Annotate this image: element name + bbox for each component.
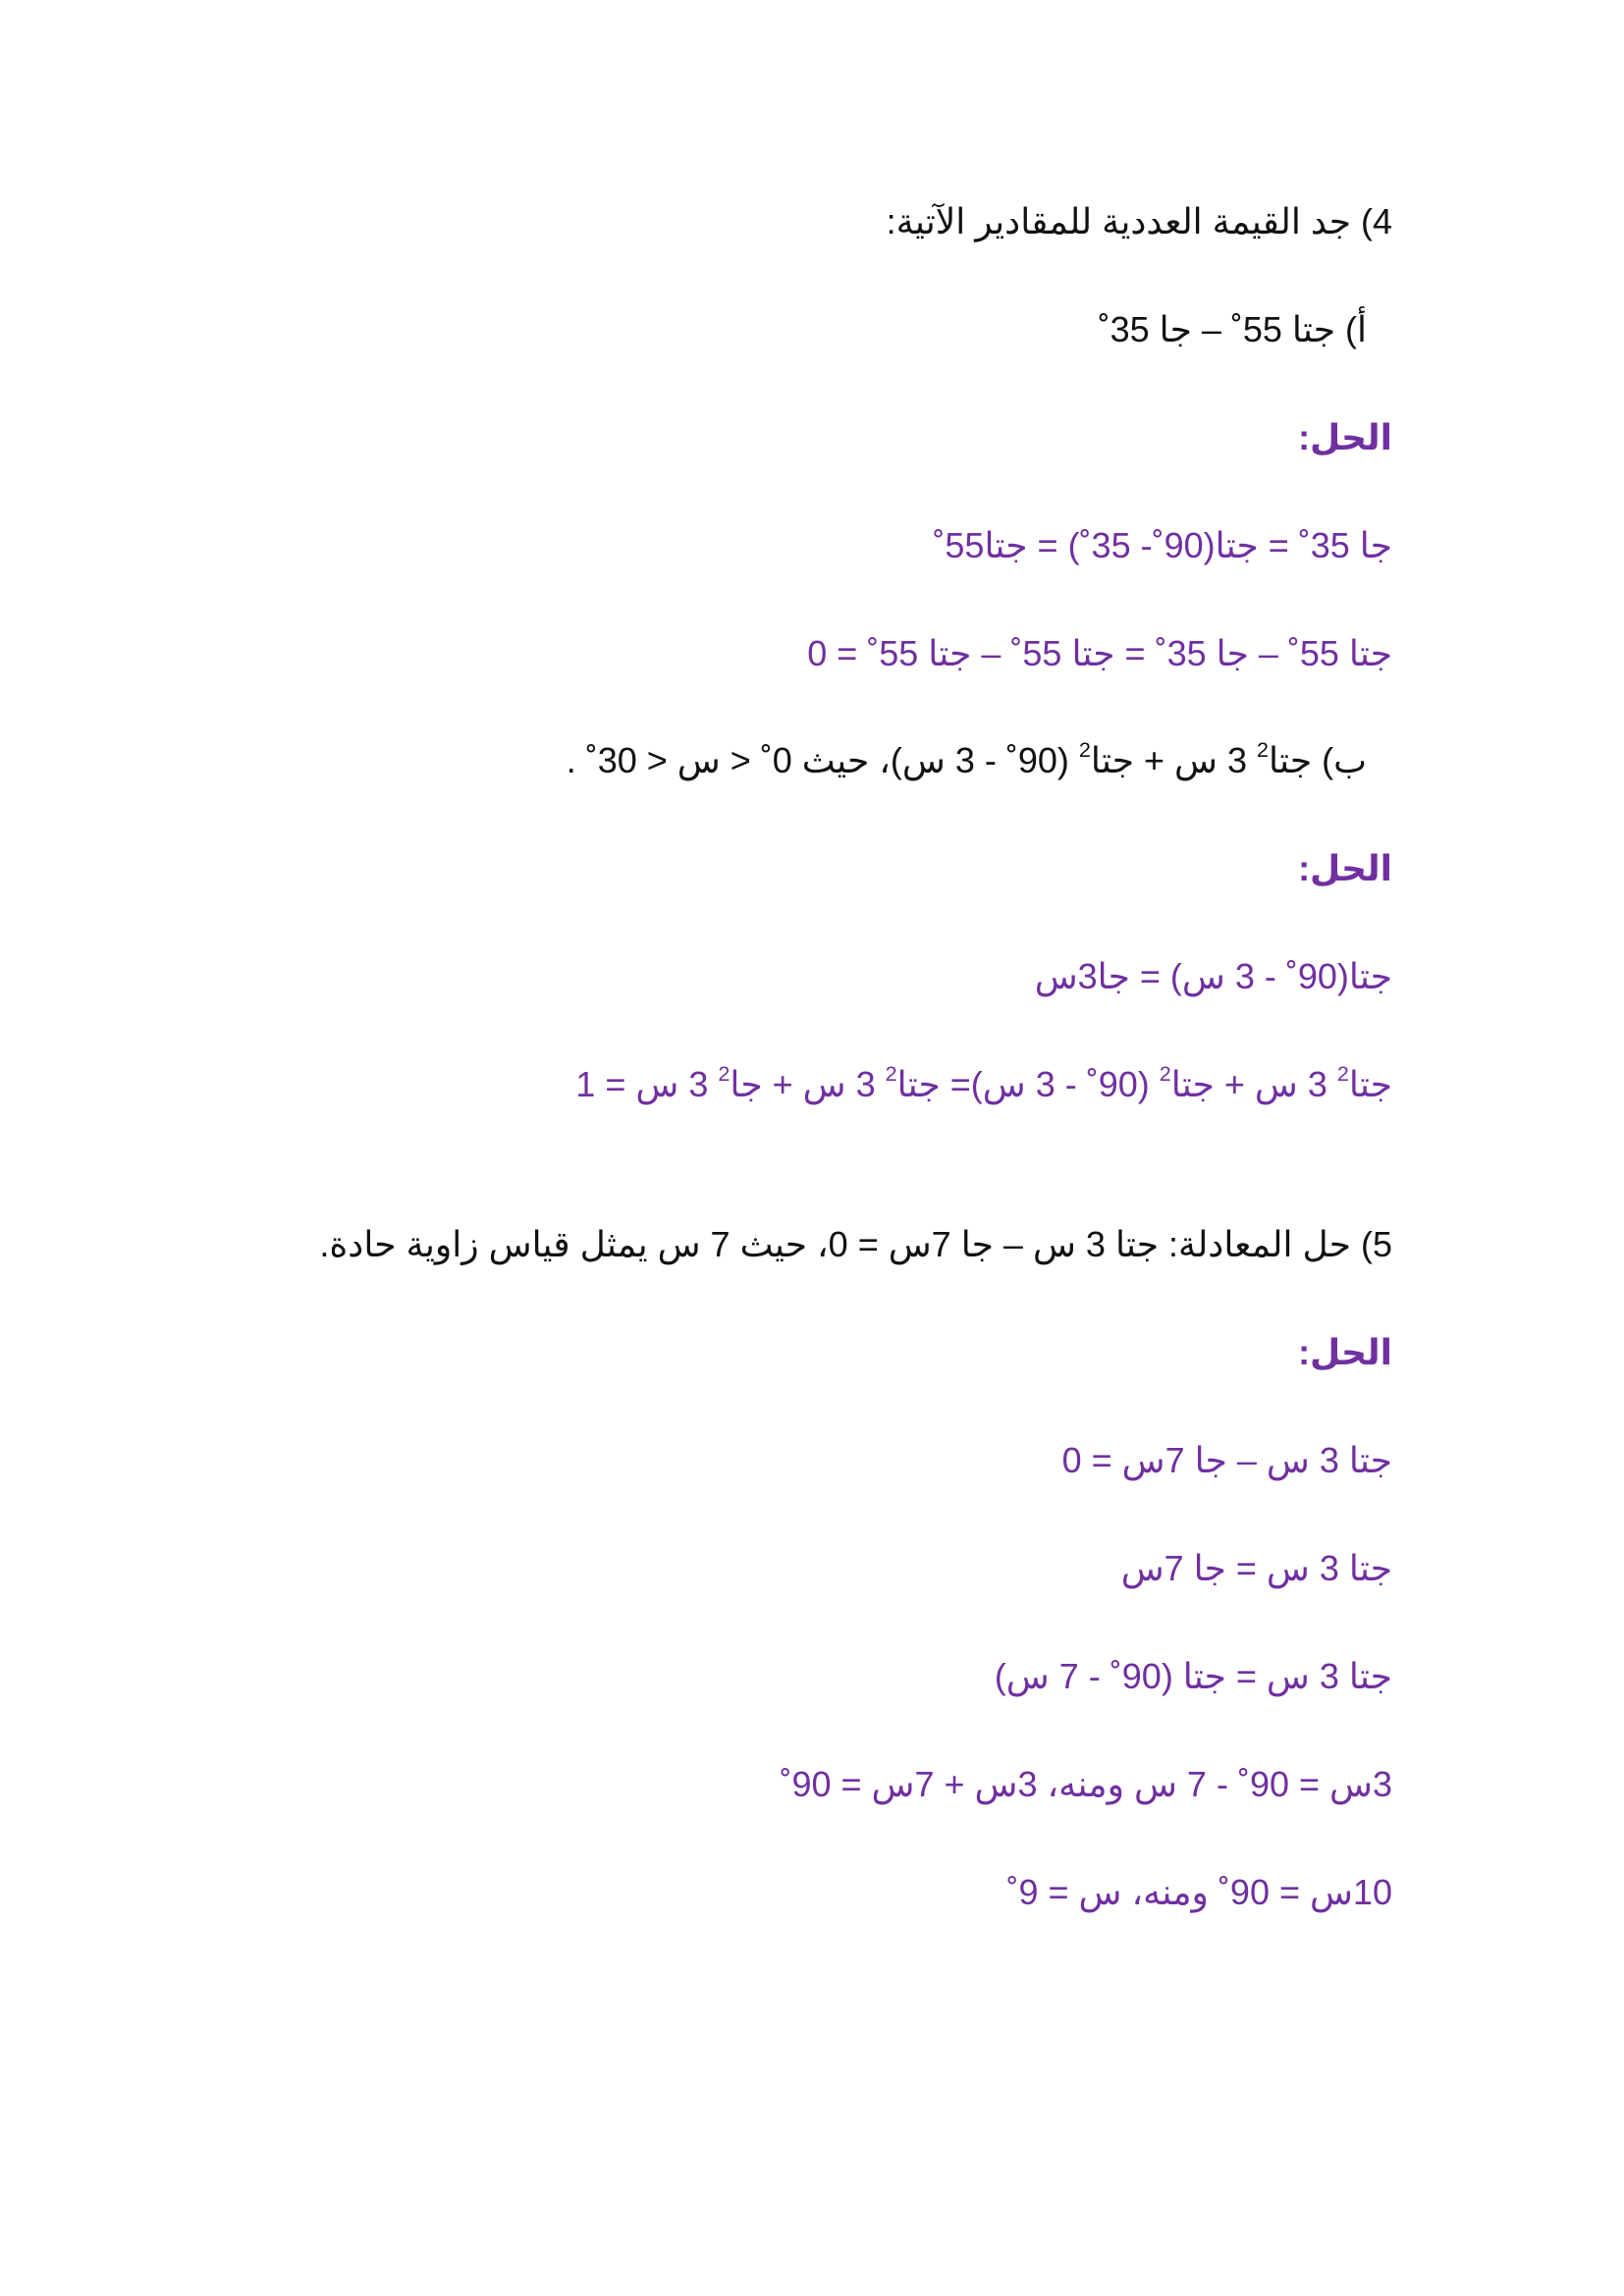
question-5: 5) حل المعادلة: جتا 3 س – جا 7س = 0، حيث 7 س يمثل قياس زاوية حادة.	[319, 1224, 1392, 1264]
question-4-part-a: أ) جتا 55˚ – جا 35˚	[1098, 309, 1367, 349]
question-4-part-b: ب) جتا$^2$ 3 س + جتا$^2$ (90˚ - 3 س)، حيث 0˚ < س < 30˚ .	[566, 736, 1367, 780]
solution-heading: الحل:	[1298, 848, 1392, 888]
question-4: 4) جد القيمة العددية للمقادير الآتية:	[886, 201, 1392, 241]
solution-heading: الحل:	[1298, 1332, 1392, 1372]
solution-step: جتا$^2$ 3 س + جتا$^2$ (90˚ - 3 س)= جتا$^2$ 3 س + جا$^2$ 3 س = 1	[575, 1060, 1392, 1104]
solution-step: جتا(90˚ - 3 س) = جا3س	[1034, 956, 1392, 996]
solution-heading: الحل:	[1298, 417, 1392, 457]
solution-step: جتا 3 س = جا 7س	[1120, 1548, 1392, 1588]
solution-step: جتا 55˚ – جا 35˚ = جتا 55˚ – جتا 55˚ = 0	[807, 633, 1392, 673]
solution-step: 3س = 90˚ - 7 س ومنه، 3س + 7س = 90˚	[780, 1764, 1392, 1804]
solution-step: جتا 3 س = جتا (90˚ - 7 س)	[994, 1656, 1392, 1696]
solution-step: جتا 3 س – جا 7س = 0	[1061, 1440, 1392, 1480]
solution-step: 10س = 90˚ ومنه، س = 9˚	[1006, 1872, 1392, 1912]
solution-step: جا 35˚ = جتا(90˚- 35˚) = جتا55˚	[933, 525, 1392, 565]
